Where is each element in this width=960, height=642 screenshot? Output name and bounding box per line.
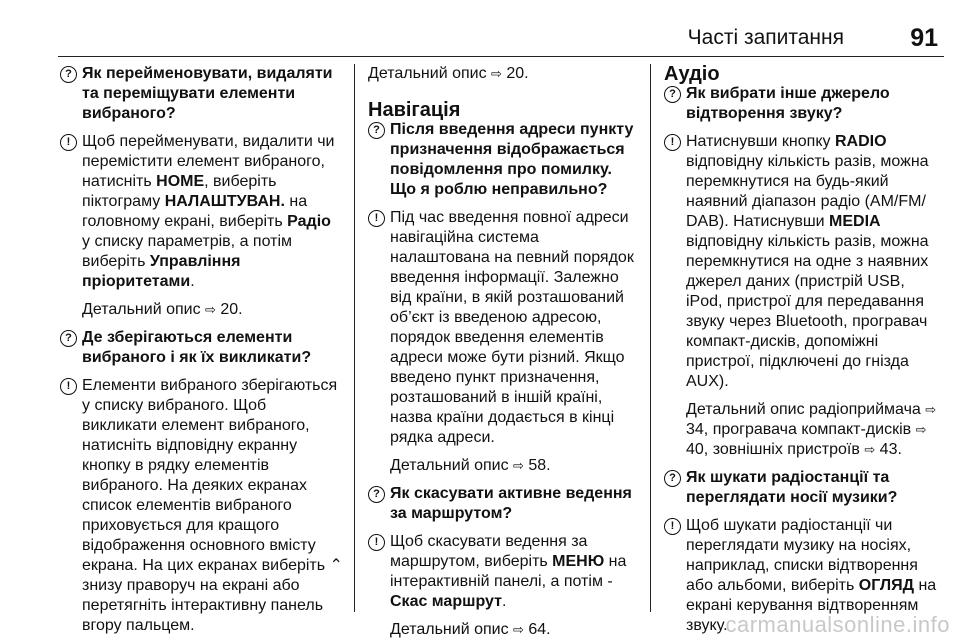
header-rule	[58, 56, 944, 57]
reference: Детальний опис ⇨ 20.	[368, 65, 529, 82]
question: ? Як перейменовувати, видаляти та переміщувати елементи вибраного?	[60, 64, 342, 124]
question-icon: ?	[368, 486, 385, 503]
arrow-icon: ⇨	[491, 66, 502, 81]
column-divider	[354, 64, 355, 612]
answer: ! Щоб шукати радіостанції чи переглядати музику на носіях, наприклад, списки відтворення або альбоми, виберіть ОГЛЯД на екрані керування відтворенням звуку.	[664, 516, 942, 636]
arrow-icon: ⇨	[864, 442, 876, 457]
answer: ! Щоб перейменувати, видалити чи перемістити елемент вибраного, натисніть HOME, виберіть піктограму НАЛАШТУВАН. на головному екрані, виберіть Радіо у списку параметрів, а потім виберіть Управління пріоритетами.	[60, 132, 342, 292]
arrow-icon: ⇨	[205, 302, 216, 317]
watermark: carmanualsonline.info	[725, 612, 950, 637]
chevron-up-icon: ⌃	[329, 557, 343, 574]
question-icon: ?	[60, 66, 77, 83]
info-icon: !	[60, 134, 77, 151]
section-heading: Навігація	[368, 99, 461, 121]
column-navigation	[368, 64, 638, 640]
reference: Детальний опис радіоприймача ⇨ 34, програвача компакт-дисків ⇨ 40, зовнішніх пристроїв ⇨ 43.	[686, 401, 937, 458]
section-heading: Аудіо	[664, 63, 720, 85]
question: ? Після введення адреси пункту призначення відображається повідомлення про помилку. Що я роблю неправильно?	[368, 120, 638, 200]
question: ? Як шукати радіостанції та переглядати носії музики?	[664, 468, 942, 508]
arrow-icon: ⇨	[925, 402, 937, 417]
reference: Детальний опис ⇨ 64.	[390, 621, 551, 638]
question: ? Як вибрати інше джерело відтворення звуку?	[664, 84, 942, 124]
column-divider	[650, 64, 651, 612]
question-icon: ?	[60, 330, 77, 347]
page-header	[0, 0, 960, 58]
page-title: Часті запитання	[687, 26, 844, 49]
column-audio	[664, 64, 942, 636]
reference: Детальний опис ⇨ 20.	[82, 301, 243, 318]
info-icon: !	[664, 134, 681, 151]
answer: ! Елементи вибраного зберігаються у списку вибраного. Щоб викликати елемент вибраного, натисніть відповідну екранну кнопку в рядку елементів вибраного. На деяких екранах список елементів вибраного приховується для кращого відображення основного вмісту екрана. На цих екранах виберіть ⌃ знизу праворуч на екрані або перетягніть інтерактивну панель вгору пальцем.	[60, 376, 342, 636]
reference: Детальний опис ⇨ 58.	[390, 457, 551, 474]
page-number: 91	[910, 24, 938, 52]
info-icon: !	[368, 210, 385, 227]
info-icon: !	[368, 534, 385, 551]
arrow-icon: ⇨	[513, 458, 524, 473]
info-icon: !	[60, 378, 77, 395]
arrow-icon: ⇨	[915, 422, 927, 437]
column-favourites	[60, 64, 342, 636]
question: ? Де зберігаються елементи вибраного і як їх викликати?	[60, 328, 342, 368]
answer: ! Під час введення повної адреси навігаційна система налаштована на певний порядок введення інформації. Залежно від країни, в якій розташований об’єкт із введеною адресою, порядок введення елементів адреси може бути різний. Якщо введено пункт призначення, розташований в іншій країні, назва країни додається в кінці рядка адреси.	[368, 208, 638, 448]
question-icon: ?	[664, 86, 681, 103]
question: ? Як скасувати активне ведення за маршрутом?	[368, 484, 638, 524]
info-icon: !	[664, 518, 681, 535]
question-icon: ?	[368, 122, 385, 139]
arrow-icon: ⇨	[513, 622, 524, 637]
question-icon: ?	[664, 470, 681, 487]
answer: ! Натиснувши кнопку RADIO відповідну кількість разів, можна перемкнутися на будь-який наявний діапазон радіо (AM/FM/ DAB). Натиснувши MEDIA відповідну кількість разів, можна перемкнутися на одне з наявних джерел даних (пристрій USB, iPod, пристрої для передавання звуку через Bluetooth, програвач компакт-дисків, допоміжні пристрої, підключені до гнізда AUX).	[664, 132, 942, 392]
answer: ! Щоб скасувати ведення за маршрутом, виберіть МЕНЮ на інтерактивній панелі, а потім - Скас маршрут.	[368, 532, 638, 612]
